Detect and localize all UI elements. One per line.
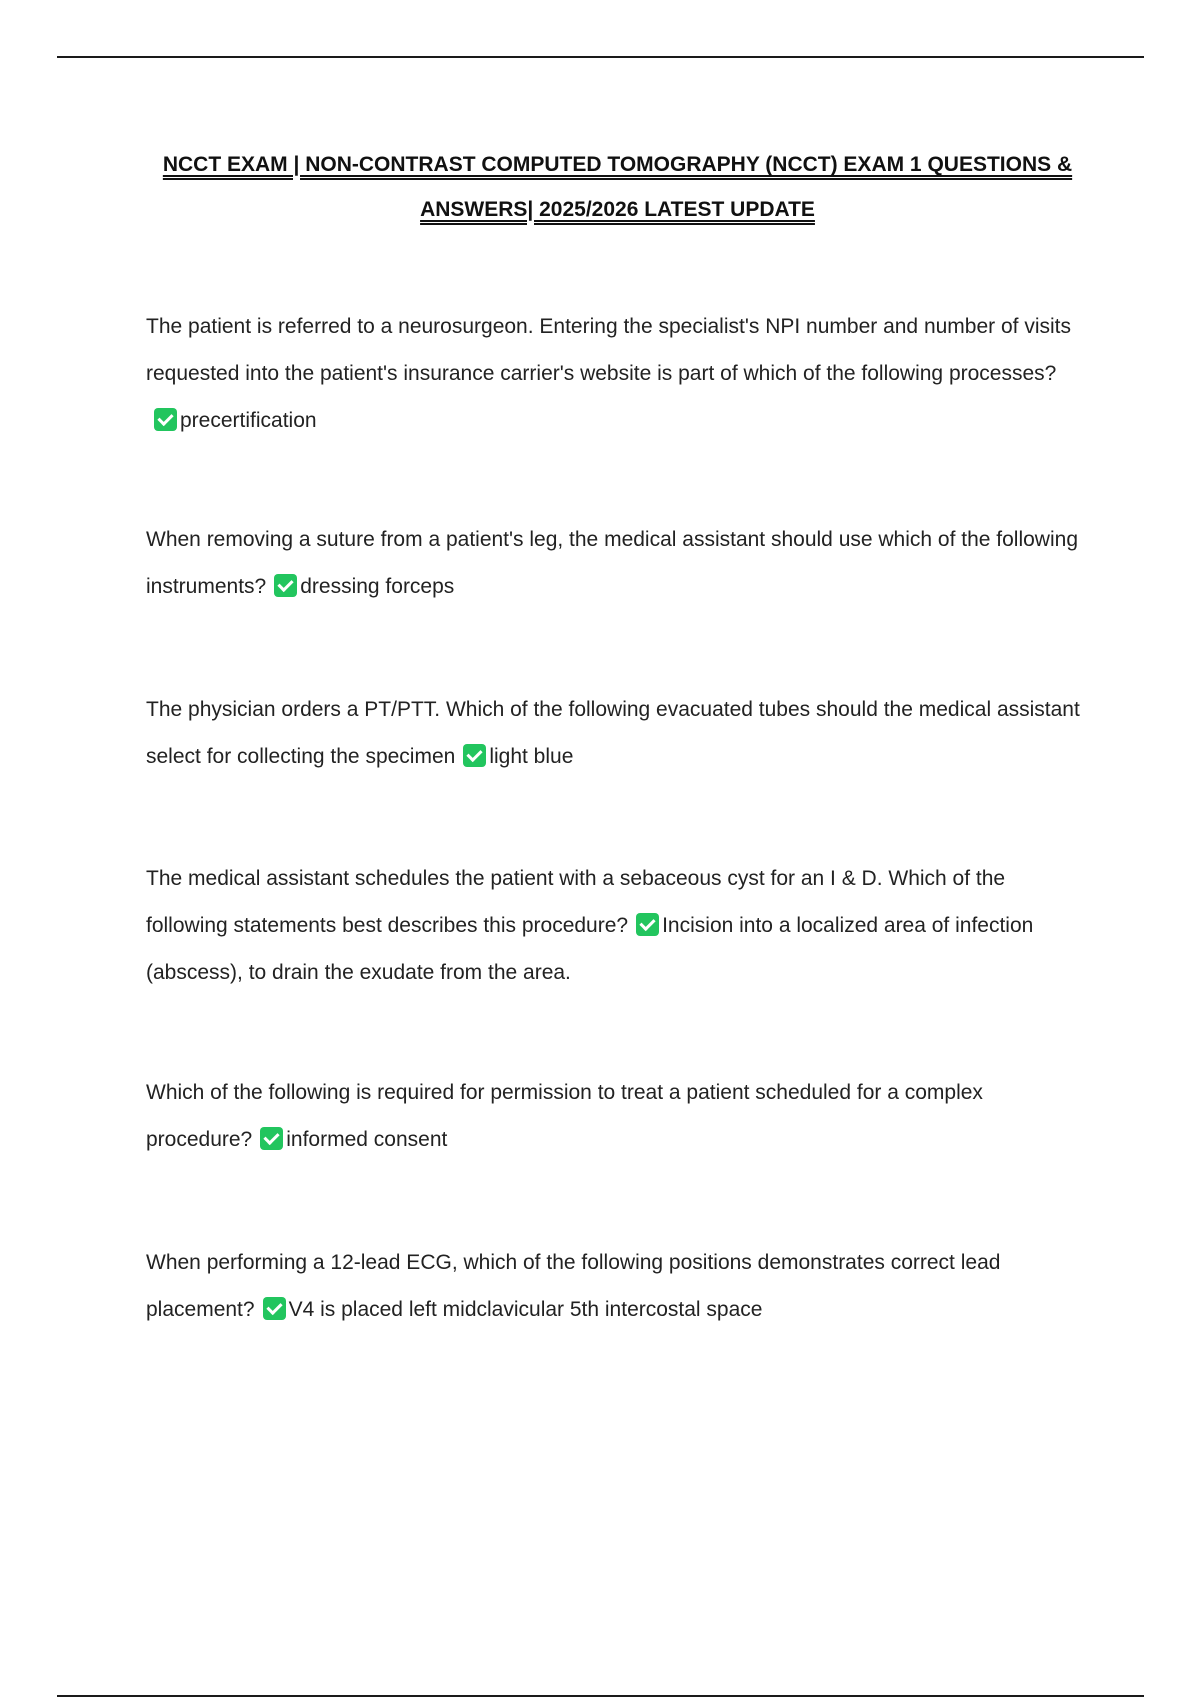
answer-text: V4 is placed left midclavicular 5th intercostal space: [288, 1298, 763, 1321]
qa-item-1: [146, 303, 1086, 444]
answer-text: Incision into a localized area of infection (abscess), to drain the exudate from the area.: [146, 914, 1034, 984]
question-text: The physician orders a PT/PTT. Which of the following evacuated tubes should the medical assistant select for collecting the specimen: [146, 698, 1080, 768]
check-box-icon: [463, 744, 486, 767]
check-box-icon: [260, 1127, 283, 1150]
bottom-divider: [57, 1695, 1144, 1697]
check-box-icon: [636, 913, 659, 936]
qa-item-2: [146, 516, 1086, 610]
answer-text: informed consent: [286, 1128, 448, 1151]
check-box-icon: [154, 408, 177, 431]
qa-item-4: [146, 855, 1086, 996]
check-box-icon: [263, 1297, 286, 1320]
document-title: NCCT EXAM | NON-CONTRAST COMPUTED TOMOGRAPHY (NCCT) EXAM 1 QUESTIONS & ANSWERS| 2025/2026 LATEST UPDATE: [162, 153, 1073, 221]
question-text: The patient is referred to a neurosurgeon. Entering the specialist's NPI number and number of visits requested into the patient's insurance carrier's website is part of which of the following processes?: [146, 315, 1071, 385]
question-text: Which of the following is required for permission to treat a patient scheduled for a complex procedure?: [146, 1081, 983, 1151]
qa-item-5: [146, 1069, 1086, 1163]
check-box-icon: [274, 574, 297, 597]
qa-item-6: [146, 1239, 1086, 1333]
qa-item-3: [146, 686, 1086, 780]
question-text: The medical assistant schedules the patient with a sebaceous cyst for an I & D. Which of the following statements best describes this procedure?: [146, 867, 1006, 937]
answer-text: light blue: [489, 745, 574, 768]
answer-text: dressing forceps: [300, 575, 455, 598]
question-text: When removing a suture from a patient's leg, the medical assistant should use which of the following instruments?: [146, 528, 1078, 598]
top-divider: [57, 56, 1144, 58]
answer-text: precertification: [180, 409, 317, 432]
question-text: When performing a 12-lead ECG, which of the following positions demonstrates correct lead placement?: [146, 1251, 1001, 1321]
